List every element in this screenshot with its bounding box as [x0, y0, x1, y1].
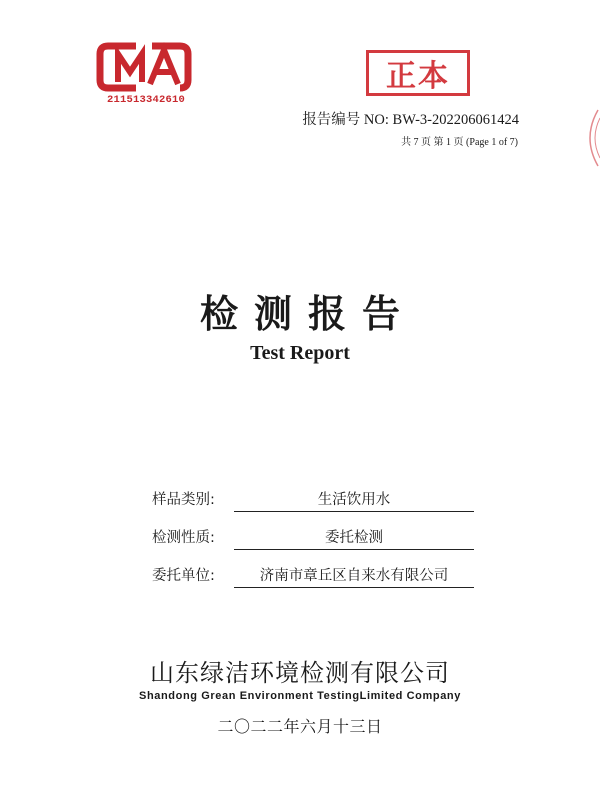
- company-name-en: Shandong Grean Environment TestingLimited Company: [139, 690, 461, 702]
- stamp-text: 正本: [386, 59, 450, 94]
- cma-certificate-number: 211513342610: [106, 94, 185, 106]
- original-copy-stamp: [366, 50, 470, 96]
- field-client: [152, 564, 482, 586]
- field-value: 济南市章丘区自来水有限公司: [234, 564, 474, 588]
- seam-stamp-fragment: [576, 108, 600, 168]
- report-title-en: Test Report: [250, 342, 350, 364]
- report-number: 报告编号 NO: BW-3-202206061424: [302, 112, 519, 128]
- field-label: 委托单位:: [152, 568, 215, 584]
- field-value: 生活饮用水: [234, 488, 474, 512]
- report-date: 二〇二二年六月十三日: [217, 717, 383, 736]
- field-label: 样品类别:: [152, 492, 215, 508]
- report-title-cn: 检测报告: [199, 292, 416, 336]
- company-name-cn: 山东绿洁环境检测有限公司: [150, 659, 450, 687]
- field-sample-category: [152, 488, 482, 510]
- field-test-nature: [152, 526, 482, 548]
- field-label: 检测性质:: [152, 530, 215, 546]
- field-value: 委托检测: [234, 526, 474, 550]
- page-indicator: 共 7 页 第 1 页 (Page 1 of 7): [401, 137, 518, 148]
